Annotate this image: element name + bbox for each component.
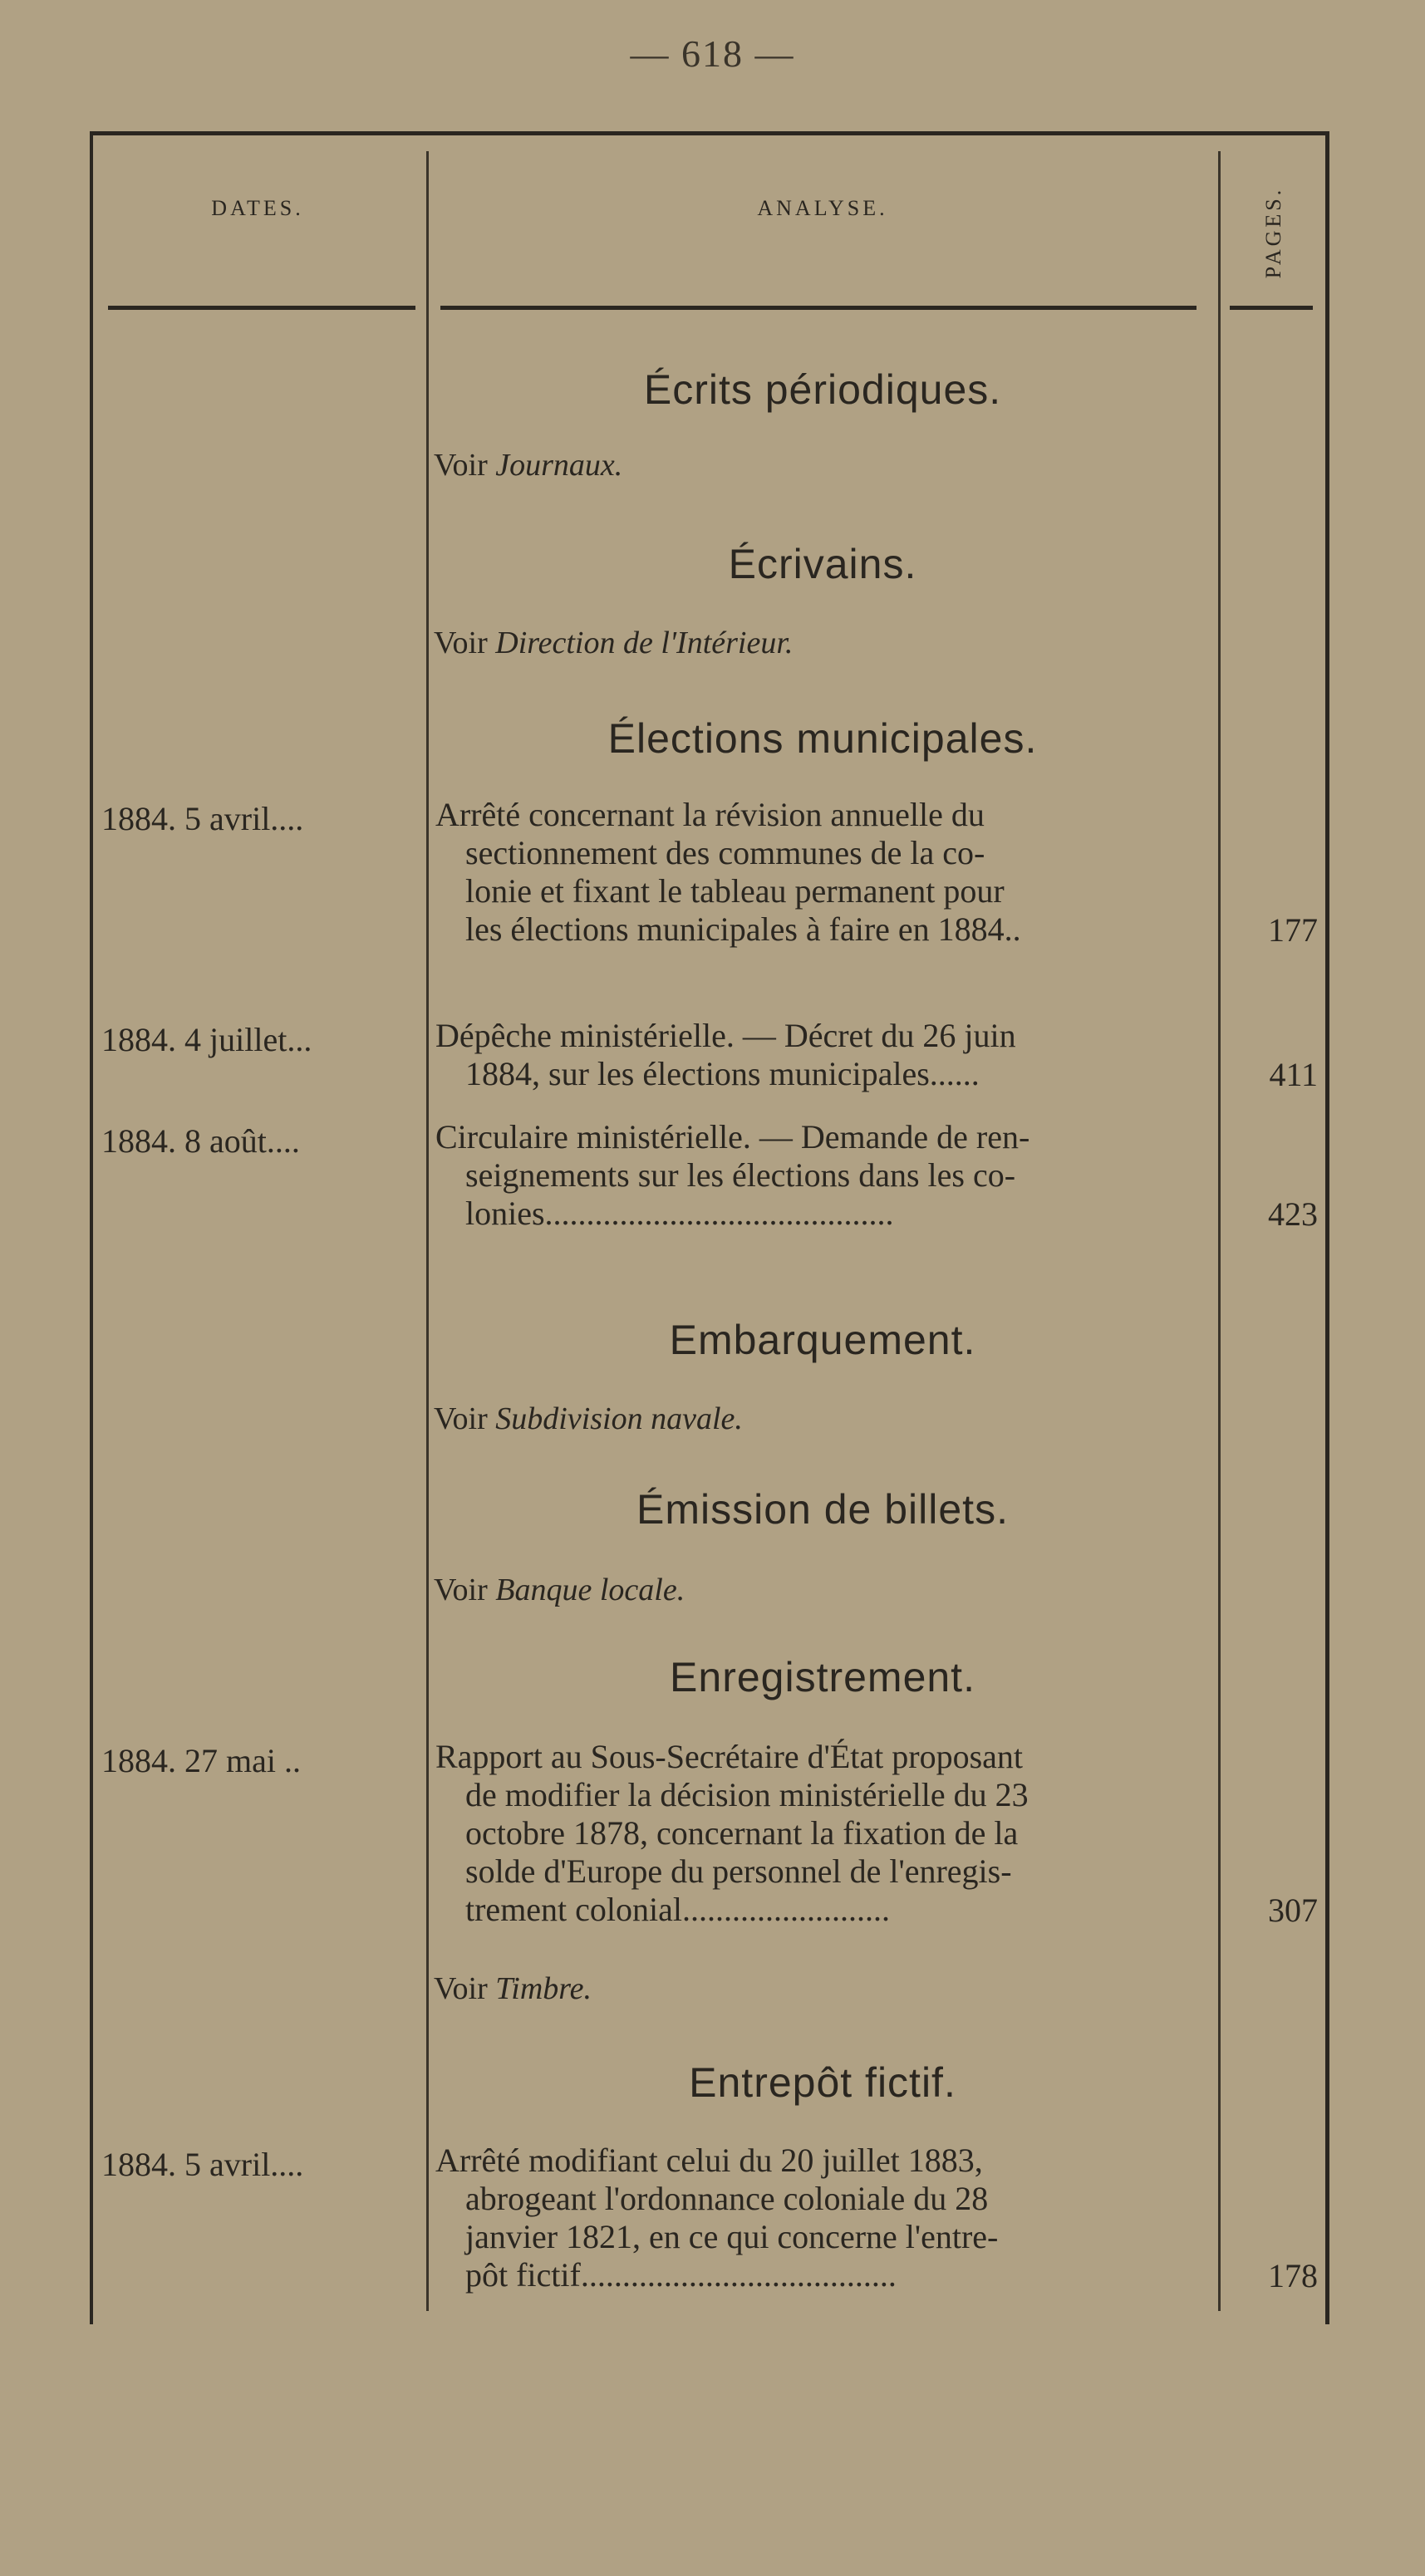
entry-line: sectionnement des communes de la co-	[465, 834, 985, 871]
see-reference	[434, 1970, 592, 2007]
see-ref: Timbre.	[495, 1971, 592, 2006]
see-prefix: Voir	[434, 626, 488, 660]
section-title: Émission de billets.	[636, 1486, 1009, 1533]
see-ref: Direction de l'Intérieur.	[495, 626, 794, 660]
see-prefix: Voir	[434, 1971, 488, 2006]
entry-date: 1884. 5 avril....	[101, 2146, 304, 2183]
entry-line: pôt fictif......................................	[465, 2256, 897, 2294]
entry-line: trement colonial.........................	[465, 1891, 891, 1928]
entry-line: Circulaire ministérielle. — Demande de ren-	[435, 1118, 1030, 1156]
header-analyse: ANALYSE.	[757, 196, 888, 220]
entry-line: Arrêté modifiant celui du 20 juillet 1883,	[435, 2142, 983, 2179]
entry-analysis	[435, 1118, 1212, 1233]
column-divider-pages	[1218, 151, 1221, 2311]
see-ref: Journaux.	[495, 448, 623, 483]
entry-page: 411	[1269, 1056, 1318, 1093]
entry-line: Arrêté concernant la révision annuelle du	[435, 796, 985, 833]
entry-page: 423	[1268, 1195, 1318, 1233]
entry-date: 1884. 4 juillet...	[101, 1021, 312, 1058]
entry-line: les élections municipales à faire en 1884..	[465, 910, 1021, 948]
see-reference	[434, 1401, 743, 1437]
header-rule-dates	[108, 306, 415, 310]
entry-line: Dépêche ministérielle. — Décret du 26 juin	[435, 1017, 1016, 1054]
entry-page: 177	[1268, 911, 1318, 949]
header-rule-pages	[1230, 306, 1313, 310]
entry-analysis	[435, 796, 1212, 949]
entry-page: 178	[1268, 2257, 1318, 2294]
section-title: Écrivains.	[728, 541, 917, 587]
entry-date: 1884. 5 avril....	[101, 800, 304, 837]
section-title: Élections municipales.	[607, 715, 1038, 762]
entry-analysis	[435, 1017, 1212, 1093]
section-title: Écrits périodiques.	[643, 366, 1002, 413]
entry-line: abrogeant l'ordonnance coloniale du 28	[465, 2180, 989, 2217]
entry-analysis	[435, 1738, 1212, 1929]
see-ref: Banque locale.	[495, 1573, 685, 1607]
column-divider-dates	[426, 151, 429, 2311]
entry-line: Rapport au Sous-Secrétaire d'État proposant	[435, 1738, 1024, 1775]
section-title: Embarquement.	[669, 1317, 976, 1363]
entry-line: octobre 1878, concernant la fixation de la	[465, 1814, 1019, 1852]
see-prefix: Voir	[434, 1401, 488, 1436]
page-number: — 618 —	[630, 32, 795, 75]
see-reference	[434, 1572, 685, 1608]
entry-line: lonie et fixant le tableau permanent pour	[465, 872, 1005, 910]
entry-line: solde d'Europe du personnel de l'enregis-	[465, 1852, 1012, 1890]
entry-line: janvier 1821, en ce qui concerne l'entre-	[465, 2218, 999, 2255]
entry-page: 307	[1268, 1892, 1318, 1929]
entry-date: 1884. 27 mai ..	[101, 1742, 301, 1779]
see-prefix: Voir	[434, 448, 488, 483]
header-pages	[1221, 166, 1327, 299]
entry-line: 1884, sur les élections municipales......	[465, 1055, 980, 1092]
see-reference	[434, 625, 793, 661]
entry-line: seignements sur les élections dans les co-	[465, 1156, 1016, 1194]
header-rule-analyse	[440, 306, 1197, 310]
entry-line: lonies..........................................	[465, 1195, 894, 1232]
header-dates: DATES.	[211, 196, 304, 220]
entry-date: 1884. 8 août....	[101, 1122, 300, 1160]
section-title: Entrepôt fictif.	[689, 2059, 956, 2106]
see-reference	[434, 447, 622, 483]
entry-line: de modifier la décision ministérielle du 23	[465, 1776, 1029, 1813]
see-ref: Subdivision navale.	[495, 1401, 743, 1436]
see-prefix: Voir	[434, 1573, 488, 1607]
header-pages-label: PAGES.	[1261, 186, 1285, 279]
entry-analysis	[435, 2142, 1212, 2294]
section-title: Enregistrement.	[670, 1654, 975, 1700]
